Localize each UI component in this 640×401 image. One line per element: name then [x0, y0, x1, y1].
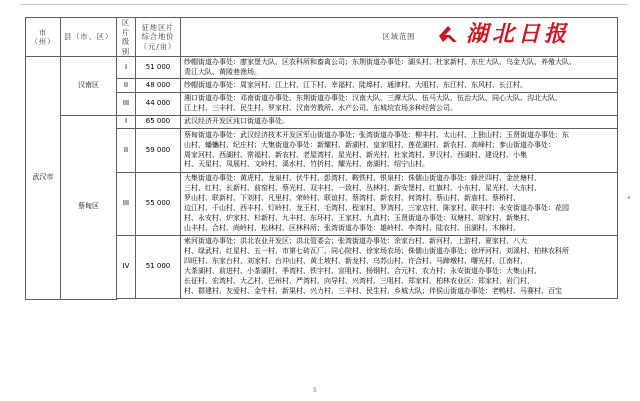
scope-line: 罗山村、联新村、下刘村、凡里村、荣岭村、联谊村、蔡湾村、新农村、何湾村、蔡山村、新庙村、蔡桥村、	[184, 194, 520, 203]
header-price: 征地区片综合地价（元/亩）	[136, 18, 181, 57]
scope-line: 山丰村、合村、尚岭村、松林村、区林科所；张湾街道办事处：雄岭村、李湾村、陆农村、田湖村、木棉村。	[184, 223, 520, 232]
top-rule	[20, 4, 628, 5]
zone-price: 65 000	[136, 116, 181, 129]
table-row	[26, 116, 618, 129]
zone-level: IV	[117, 236, 136, 299]
scope-line: 周家河村、西湖村、常福村、新农村、老屋湾村、星光村、新光村、杜家湾村、罗汉村、西湖村、建设村、小集	[184, 150, 527, 159]
header-zone-level: 区片级别	[117, 18, 136, 57]
logo-mark-icon	[436, 22, 460, 46]
scope-line: 大茶湖村、前进村、小茶湖村、季湾村、铁宇村、宣咀村、杨钢村、合元村、农力村；永安街道办事处：大集山村、	[184, 267, 541, 275]
scope-line: 青江大队、黄陵巷渔场。	[184, 67, 261, 76]
scroll-arrow-icon[interactable]: ◂	[627, 194, 631, 201]
scope-line: 纱帽街道办事处：周家河村、江上村、江下村、幸福村、陡埠村、通津村、大咀村、东江村、东风村、长江村。	[184, 80, 527, 89]
scope-line: 边江村、千山村、西丰村、灯岭村、龙王村、毛湾村、程家村、罗湾村、三家店村、陈家村、联丰村；永安街道办事处：花园	[184, 204, 569, 212]
district-cell: 汉南区	[61, 57, 117, 116]
header-scope: 区域范围	[181, 18, 618, 57]
scope-line: 湘口街道办事处：邓南街道办事处、东荆街道办事处：汉南大队、三潭大队、伍马大队、伍治大队、同心大队、沟北大队、	[184, 94, 562, 103]
scope-line: 长征村、宏湾村、大乙村、巴州村、严湾村、向导村、兴湾村、三咀村、郑家村、柏林农业区：郑家村、岩门村、	[184, 276, 534, 285]
zone-scope	[181, 173, 618, 236]
zone-scope	[181, 93, 618, 116]
zone-scope	[181, 236, 618, 299]
zone-level: III	[117, 173, 136, 236]
city-cell: 武汉市	[26, 57, 61, 300]
zone-scope	[181, 116, 618, 129]
zone-level: I	[117, 57, 136, 79]
scope-line: 村、绿武村、红星村、五一村、市第七砖瓦厂、同心院村、徐家场农场；侏儒山街道办事处；徐坪河村、刘溪村、柏林农科所	[184, 247, 569, 256]
zone-scope	[181, 57, 618, 79]
scope-line: 大集街道办事处：黄虎村、龙泉村、伏牛村、彭湾村、鞍铁村、银泉村；侏儒山街道办事处：蜂丝四村、金丝塘村、	[184, 174, 541, 183]
scope-line: 四旺村、东家台村、刘家村、台冲山村、黄土坡村、新龙村、乌苏山村、许合村、马蹄墩村、曙光村、江南村、	[184, 257, 527, 266]
zone-level: II	[117, 129, 136, 173]
header-city: 市（州）	[26, 18, 61, 57]
scope-line: 村、永安村、炉家村、杉新村、九丰村、东环村、王家村、九真村；玉贤街道办事处：双塘村、胡家村、新集村、	[184, 213, 534, 222]
zone-scope	[181, 79, 618, 93]
table-row	[26, 57, 618, 79]
scope-line: 村、天星村、凤展村、文岭村、溪水村、竹折村、耀光村、南湖村、绍宁山村。	[184, 160, 429, 169]
page-number: 5	[313, 387, 317, 394]
zone-price: 44 000	[136, 93, 181, 116]
district-cell: 蔡甸区	[61, 116, 117, 300]
zone-price: 59 000	[136, 129, 181, 173]
scope-line: 武汉经济开发区沌口街道办事处。	[184, 117, 289, 126]
header-district: 县（市、区）	[61, 18, 117, 57]
logo-text: 湖北日报	[466, 21, 571, 47]
zone-level: II	[117, 79, 136, 93]
scope-line: 纱帽街道办事处：廖家堡大队、区农科所和畜禽公司；东荆街道办事处：湖头村、杜家新村、东庄大队、乌金大队、养殖大队、	[184, 57, 576, 66]
land-price-table	[25, 17, 618, 300]
scope-line: 江上村、三丰村、民生村、罗家村、汉南劳教所、水产公司、东城垸农场多种经营公司。	[184, 104, 457, 112]
scope-line: 蔡甸街道办事处：武汉经济技术开发区军山街道办事处；张湾街道办事处：柳丰村、太山村、上独山村；玉贤街道办事处：东	[184, 130, 569, 139]
scope-line: 三村、红村、长新村、前窑村、蔡光村、双丰村、一致村、丛林村、新安堡村、红旗村、小东村、星光村、大东村、	[184, 184, 541, 193]
scope-line: 索河街道办事处；洪北农业开发区；洪北管委会；张湾街道办事处：余家台村、新河村、上游村、夏家村、八大	[184, 237, 527, 246]
newspaper-logo	[436, 19, 626, 49]
scope-line: 村、群建村、友爱村、金牛村、新果村、兴力村、三羊村、民生村、乡城大队；伴侯山街道办事处：老鸭村、马赛村、百宝	[184, 286, 562, 295]
zone-price: 51 000	[136, 57, 181, 79]
zone-price: 51 000	[136, 236, 181, 299]
zone-level: III	[117, 93, 136, 116]
zone-price: 48 000	[136, 79, 181, 93]
zone-scope	[181, 129, 618, 173]
zone-level: I	[117, 116, 136, 129]
zone-price: 55 000	[136, 173, 181, 236]
scope-line: 山村、蟠蠵村、纪庄村；大集街道办事处：新耀村、新湖村、皇家咀村、莲花湖村、新农村、高峰村；奓山街道办事处：	[184, 140, 555, 149]
